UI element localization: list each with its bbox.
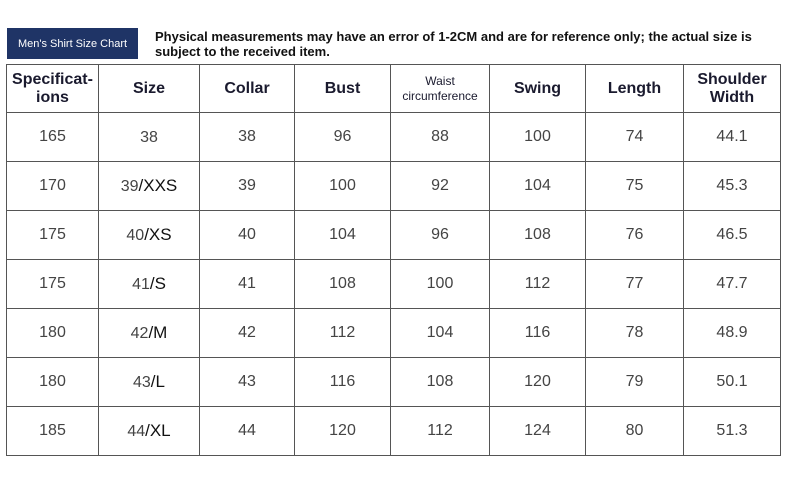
cell-waist: 112 [391,407,490,456]
size-number: 40 [126,227,145,244]
cell-bust: 108 [295,260,391,309]
cell-spec: 175 [7,211,99,260]
cell-waist: 108 [391,358,490,407]
cell-spec: 165 [7,113,99,162]
cell-waist: 96 [391,211,490,260]
header-swing: Swing [490,65,586,113]
cell-waist: 104 [391,309,490,358]
size-label: /XL [145,421,171,440]
cell-length: 77 [586,260,684,309]
cell-size [99,358,200,407]
cell-collar: 40 [200,211,295,260]
cell-spec: 185 [7,407,99,456]
cell-shoulder: 44.1 [684,113,781,162]
header-row [7,65,781,113]
cell-collar: 41 [200,260,295,309]
cell-spec: 170 [7,162,99,211]
table-row [7,211,781,260]
cell-spec: 180 [7,358,99,407]
header-length: Length [586,65,684,113]
size-label: /XXS [138,176,178,195]
cell-swing: 124 [490,407,586,456]
cell-collar: 42 [200,309,295,358]
cell-shoulder: 45.3 [684,162,781,211]
chart-title-badge [7,28,138,59]
cell-shoulder: 48.9 [684,309,781,358]
cell-length: 78 [586,309,684,358]
cell-bust: 116 [295,358,391,407]
cell-shoulder: 46.5 [684,211,781,260]
cell-swing: 104 [490,162,586,211]
table-row [7,162,781,211]
cell-swing: 116 [490,309,586,358]
header-waist-line2: circumference [402,88,478,103]
size-label: /M [148,323,168,342]
header-waist [391,65,490,113]
header-spec: Specificat- ions [7,65,99,113]
size-number: 41 [132,276,150,293]
header-shoulder-line2: Width [709,88,755,106]
cell-size [99,162,200,211]
cell-shoulder: 50.1 [684,358,781,407]
size-number: 43 [133,374,151,391]
cell-bust: 112 [295,309,391,358]
table-row [7,358,781,407]
size-label: /XS [144,225,172,244]
measurement-notice: Physical measurements may have an error of 1-2CM and are for reference only; the actual size is subject to the received item. [155,29,752,59]
cell-shoulder: 51.3 [684,407,781,456]
table-row [7,260,781,309]
header-shoulder [684,65,781,113]
cell-length: 76 [586,211,684,260]
cell-collar: 43 [200,358,295,407]
cell-bust: 120 [295,407,391,456]
chart-title: Men's Shirt Size Chart [17,37,128,50]
cell-bust: 100 [295,162,391,211]
header-shoulder-line1: Shoulder [697,70,767,88]
size-number: 42 [130,325,149,342]
cell-size [99,211,200,260]
table-row [7,113,781,162]
cell-spec: 180 [7,309,99,358]
header-bust: Bust [295,65,391,113]
size-number: 39 [120,178,139,195]
cell-length: 75 [586,162,684,211]
size-table [6,64,781,456]
cell-size [99,309,200,358]
cell-collar: 44 [200,407,295,456]
cell-waist: 88 [391,113,490,162]
table-row [7,407,781,456]
cell-bust: 96 [295,113,391,162]
size-label: /S [149,274,166,293]
cell-swing: 120 [490,358,586,407]
cell-collar: 38 [200,113,295,162]
cell-spec: 175 [7,260,99,309]
cell-swing: 100 [490,113,586,162]
cell-waist: 100 [391,260,490,309]
cell-swing: 108 [490,211,586,260]
cell-length: 80 [586,407,684,456]
cell-size [99,260,200,309]
cell-shoulder: 47.7 [684,260,781,309]
header-collar: Collar [200,65,295,113]
cell-size [99,113,200,162]
header-size: Size [99,65,200,113]
cell-size [99,407,200,456]
table-row [7,309,781,358]
header-waist-line1: Waist [425,73,455,88]
size-number: 38 [140,129,158,146]
cell-collar: 39 [200,162,295,211]
size-label: /L [150,372,165,391]
cell-bust: 104 [295,211,391,260]
cell-length: 74 [586,113,684,162]
size-number: 44 [127,423,146,440]
cell-swing: 112 [490,260,586,309]
cell-length: 79 [586,358,684,407]
cell-waist: 92 [391,162,490,211]
